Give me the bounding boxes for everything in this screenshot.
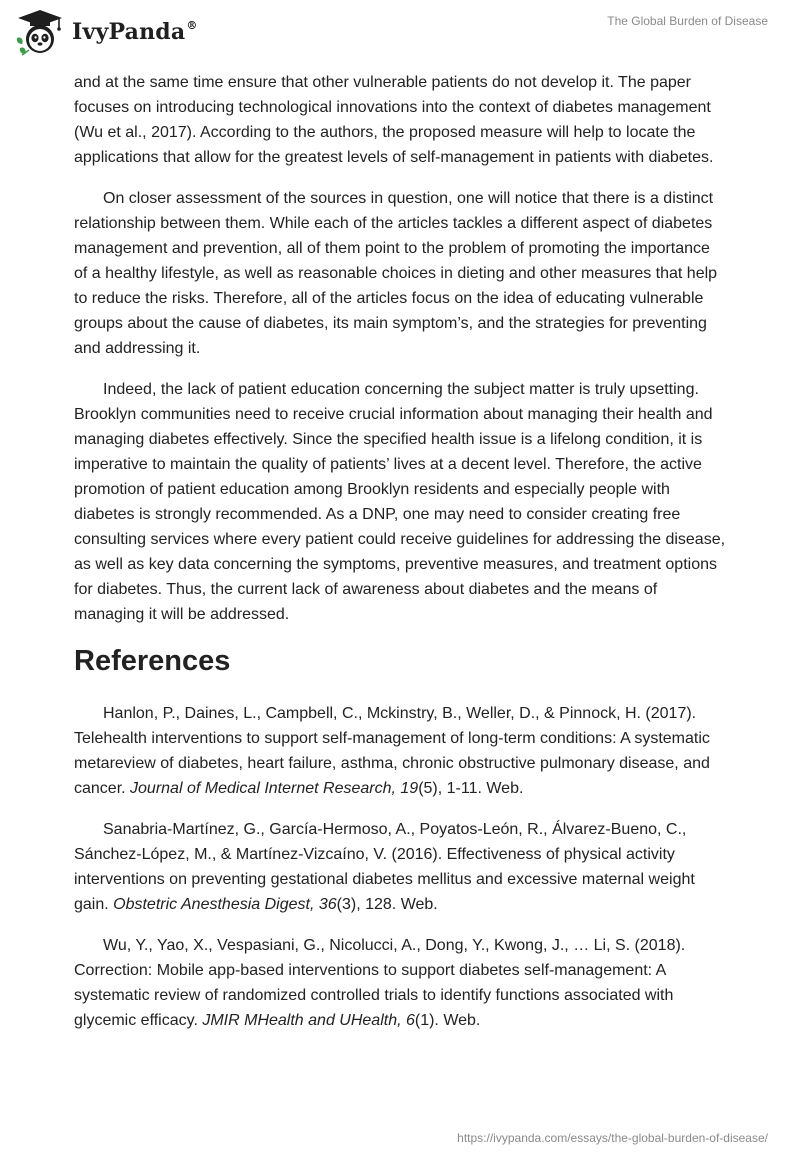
document-title: The Global Burden of Disease: [607, 14, 768, 28]
reference-item: [74, 701, 726, 801]
reference-item: [74, 933, 726, 1033]
logo-name: IvyPanda: [72, 19, 186, 45]
registered-mark: ®: [186, 18, 198, 32]
body-paragraph: On closer assessment of the sources in question, one will notice that there is a distinct relationship between them. While each of the articles tackles a different aspect of diabetes management and prevention, all of them point to the problem of promoting the importance of a healthy lifestyle, as well as reasonable choices in dieting and other measures that help to reduce the risks. Therefore, all of the articles focus on the idea of educating vulnerable groups about the cause of diabetes, its main symptom’s, and the strategies for preventing and addressing it.: [74, 190, 718, 357]
body-paragraph: and at the same time ensure that other vulnerable patients do not develop it. The paper focuses on introducing technological innovations into the context of diabetes management (Wu et al., 2017). According to the authors, the proposed measure will help to locate the applications that allow for the greatest levels of self-management in patients with diabetes.: [74, 74, 714, 166]
reference-text: Wu, Y., Yao, X., Vespasiani, G., Nicolucci, A., Dong, Y., Kwong, J., … Li, S. (2018). Correction: Mobile app-based interventions to support diabetes self-management: A systematic review of randomized controlled trials to identify functions associated with glycemic efficacy.: [74, 937, 686, 1029]
reference-text: Sanabria-Martínez, G., García-Hermoso, A., Poyatos-León, R., Álvarez-Bueno, C., Sánchez-López, M., & Martínez-Vizcaíno, V. (2016). Effectiveness of physical activity interventions on preventing gestational diabetes mellitus and excessive maternal weight gain.: [74, 821, 695, 913]
reference-journal: Obstetric Anesthesia Digest, 36: [113, 896, 337, 913]
reference-journal: Journal of Medical Internet Research, 19: [130, 780, 419, 797]
reference-text: Hanlon, P., Daines, L., Campbell, C., Mckinstry, B., Weller, D., & Pinnock, H. (2017). Telehealth interventions to support self-management of long-term conditions: A systematic metareview of diabetes, heart failure, asthma, chronic obstructive pulmonary disease, and cancer.: [74, 705, 710, 797]
reference-item: [74, 817, 726, 917]
page-header: [0, 0, 800, 64]
reference-suffix: (3), 128. Web.: [336, 896, 438, 913]
reference-journal: JMIR MHealth and UHealth, 6: [202, 1012, 415, 1029]
references-heading: References: [74, 645, 231, 677]
source-url[interactable]: https://ivypanda.com/essays/the-global-burden-of-disease/: [457, 1131, 768, 1145]
logo-text: [72, 19, 198, 45]
reference-suffix: (1). Web.: [414, 1012, 481, 1029]
reference-suffix: (5), 1-11. Web.: [418, 780, 524, 797]
panda-graduate-icon: [14, 8, 66, 56]
ivypanda-logo[interactable]: [14, 8, 198, 56]
essay-content: [74, 70, 726, 1049]
body-paragraph: Indeed, the lack of patient education concerning the subject matter is truly upsetting. Brooklyn communities need to receive crucial information about managing their health and managing diabetes effectively. Since the specified health issue is a lifelong condition, it is imperative to maintain the quality of patients’ lives at a decent level. Therefore, the active promotion of patient education among Brooklyn residents and especially people with diabetes is strongly recommended. As a DNP, one may need to consider creating free consulting services where every patient could receive guidelines for addressing the disease, as well as key data concerning the symptoms, preventive measures, and treatment options for diabetes. Thus, the current lack of awareness about diabetes and the means of managing it will be addressed.: [74, 381, 726, 623]
